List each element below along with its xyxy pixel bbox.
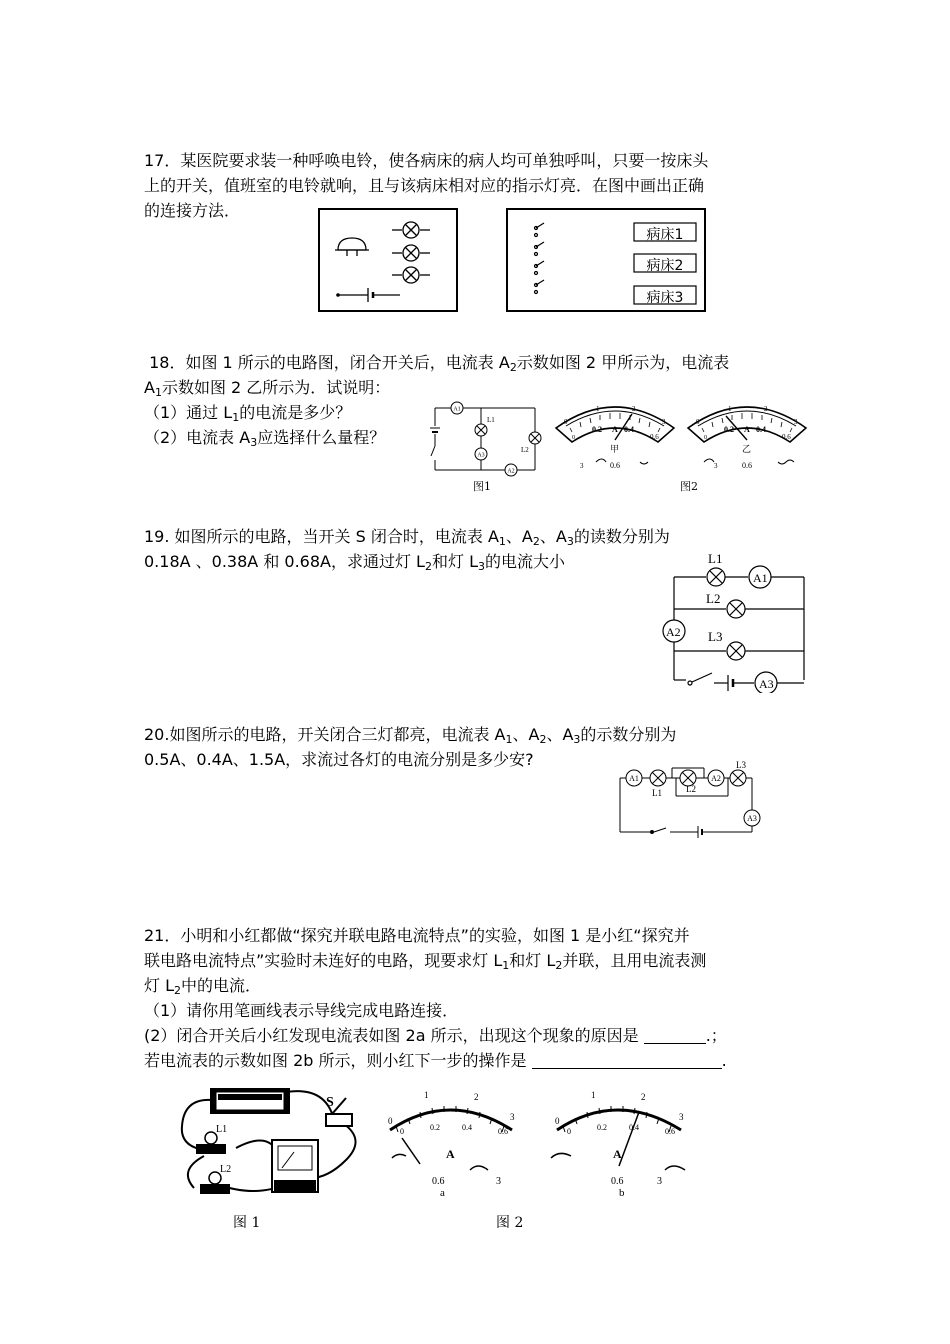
svg-text:0.4: 0.4 [756, 425, 766, 434]
q17-duty-room-figure [318, 208, 458, 312]
meter-jia-label: 甲 [610, 444, 620, 454]
svg-text:2: 2 [641, 1092, 646, 1102]
q19-label-a2: A2 [666, 625, 681, 639]
svg-text:3: 3 [657, 1176, 662, 1187]
answer-blank-1[interactable] [644, 1027, 706, 1044]
q18-sub-1: （1）通过 $L_1$的电流是多少？ [144, 403, 352, 424]
label-a1: A1 [453, 406, 461, 413]
svg-text:3: 3 [580, 462, 584, 470]
svg-text:0: 0 [567, 1127, 571, 1136]
q19-line-1: 19. 如图所示的电路，当开关 S 闭合时，电流表 $A_1$、$A_2$、$A_3$的读数分别为 [144, 527, 670, 548]
svg-text:1: 1 [728, 405, 732, 413]
q17-line-1: 17．某医院要求装一种呼唤电铃，使各病床的病人均可单独呼叫，只要一按床头 [144, 151, 709, 170]
q18-circuit-figure-1 [425, 400, 545, 478]
q21-label-l2: L2 [220, 1164, 232, 1175]
q18-meter-jia [550, 396, 680, 474]
q20-label-l1: L1 [652, 788, 662, 798]
q21-fig2-caption: 图 2 [496, 1215, 524, 1231]
svg-text:0.4: 0.4 [629, 1123, 639, 1132]
svg-text:0: 0 [564, 418, 568, 426]
svg-text:0.4: 0.4 [462, 1123, 472, 1132]
q18-fig2-caption: 图2 [680, 480, 698, 493]
svg-text:0.2: 0.2 [597, 1123, 607, 1132]
answer-blank-2[interactable] [532, 1052, 722, 1069]
svg-text:A: A [446, 1147, 455, 1161]
svg-text:A: A [612, 425, 618, 434]
svg-text:0: 0 [388, 1116, 393, 1126]
q20-line-2: 0.5A、0.4A、1.5A，求流过各灯的电流分别是多少安? [144, 750, 534, 769]
svg-text:0.6: 0.6 [742, 461, 752, 470]
svg-text:0.2: 0.2 [592, 425, 602, 434]
q21-line-3: 灯 $L_2$中的电流． [144, 976, 262, 997]
svg-text:0.2: 0.2 [724, 425, 734, 434]
svg-text:0.2: 0.2 [430, 1123, 440, 1132]
q18-line-1: 18．如图 1 所示的电路图，闭合开关后，电流表 $A_2$示数如图 2 甲所示为，电流表 [149, 353, 730, 374]
label-l1: L1 [487, 416, 495, 424]
svg-text:2: 2 [764, 405, 768, 413]
q17-line-2: 上的开关，值班室的电铃就响，且与该病床相对应的指示灯亮．在图中画出正确 [144, 176, 705, 195]
q20-circuit-figure [616, 760, 786, 838]
switch-icon [535, 223, 545, 237]
q21-circuit-photo-figure [176, 1080, 376, 1204]
svg-text:3: 3 [679, 1112, 684, 1122]
q21-meter-b [545, 1086, 695, 1198]
svg-text:1: 1 [596, 405, 600, 413]
svg-text:0: 0 [704, 435, 707, 441]
q19-label-l1: L1 [708, 551, 723, 566]
q21-sub-1: （1）请你用笔画线表示导线完成电路连接． [144, 1001, 459, 1020]
svg-text:1: 1 [591, 1090, 596, 1100]
svg-text:0.6: 0.6 [665, 1127, 675, 1136]
q21-line-2: 联电路电流特点”实验时未连好的电路，现要求灯 $L_1$和灯 $L_2$并联，且用电流表测 [144, 951, 707, 972]
svg-text:2: 2 [474, 1092, 479, 1102]
svg-text:0.6: 0.6 [611, 1176, 624, 1187]
svg-text:0.6: 0.6 [782, 433, 791, 441]
bed-label-3: 病床3 [646, 290, 684, 306]
q19-label-a3: A3 [759, 677, 774, 691]
svg-text:0.6: 0.6 [432, 1176, 445, 1187]
question-17 [144, 148, 808, 223]
svg-text:A: A [613, 1147, 622, 1161]
q19-label-l3: L3 [708, 629, 723, 644]
q19-label-l2: L2 [706, 591, 721, 606]
svg-text:0.6: 0.6 [610, 461, 620, 470]
q20-label-a3: A3 [747, 814, 757, 823]
svg-text:A: A [744, 425, 750, 434]
q21-fig1-caption: 图 1 [233, 1215, 261, 1231]
q17-line-3: 的连接方法． [144, 201, 241, 220]
bed-label-2: 病床2 [646, 258, 684, 274]
q21-meter-a [380, 1086, 520, 1198]
svg-text:0: 0 [696, 418, 700, 426]
svg-text:3: 3 [662, 418, 666, 426]
q18-sub-2: （2）电流表 $A_3$应选择什么量程？ [144, 428, 386, 449]
svg-text:3: 3 [510, 1112, 515, 1122]
q20-label-a1: A1 [629, 774, 639, 783]
q20-line-1: 20.如图所示的电路，开关闭合三灯都亮，电流表 $A_1$、$A_2$、$A_3$的示数分别为 [144, 725, 677, 746]
q19-line-2: 0.18A 、0.38A 和 0.68A，求通过灯 $L_2$和灯 $L_3$的电流大小 [144, 552, 566, 573]
svg-text:0: 0 [555, 1116, 560, 1126]
svg-text:0.6: 0.6 [498, 1127, 508, 1136]
label-l2: L2 [521, 446, 529, 454]
svg-text:3: 3 [496, 1176, 501, 1187]
bed-label-1: 病床1 [646, 227, 684, 243]
question-21 [144, 923, 808, 1073]
q20-label-a2: A2 [711, 774, 721, 783]
q18-fig1-caption: 图1 [473, 480, 491, 493]
label-a3: A3 [477, 452, 485, 459]
q21-sub-3: 若电流表的示数如图 2b 所示，则小红下一步的操作是 . [144, 1051, 727, 1070]
q19-label-a1: A1 [753, 571, 768, 585]
meter-b-label: b [619, 1187, 625, 1198]
meter-yi-label: 乙 [742, 444, 752, 454]
svg-text:0.4: 0.4 [624, 425, 634, 434]
svg-text:0: 0 [572, 435, 575, 441]
svg-text:2: 2 [632, 405, 636, 413]
svg-text:0: 0 [400, 1127, 404, 1136]
q21-sub-2: (2）闭合开关后小红发现电流表如图 2a 所示，出现这个现象的原因是 .； [144, 1026, 727, 1045]
svg-text:3: 3 [794, 418, 798, 426]
svg-text:3: 3 [714, 462, 718, 470]
q21-label-l1: L1 [216, 1124, 228, 1135]
q19-circuit-figure [660, 545, 810, 693]
q20-label-l3: L3 [736, 760, 746, 770]
svg-text:1: 1 [424, 1090, 429, 1100]
q21-label-s: S [326, 1095, 334, 1110]
meter-a-label: a [440, 1187, 445, 1198]
q18-meter-yi [682, 396, 812, 474]
q20-label-l2: L2 [686, 784, 696, 794]
label-a2: A2 [507, 468, 515, 475]
q21-line-1: 21．小明和小红都做“探究并联电路电流特点”的实验，如图 1 是小红“探究并 [144, 926, 690, 945]
svg-text:0.6: 0.6 [650, 433, 659, 441]
q18-line-2: $A_1$示数如图 2 乙所示为．试说明： [144, 378, 391, 399]
